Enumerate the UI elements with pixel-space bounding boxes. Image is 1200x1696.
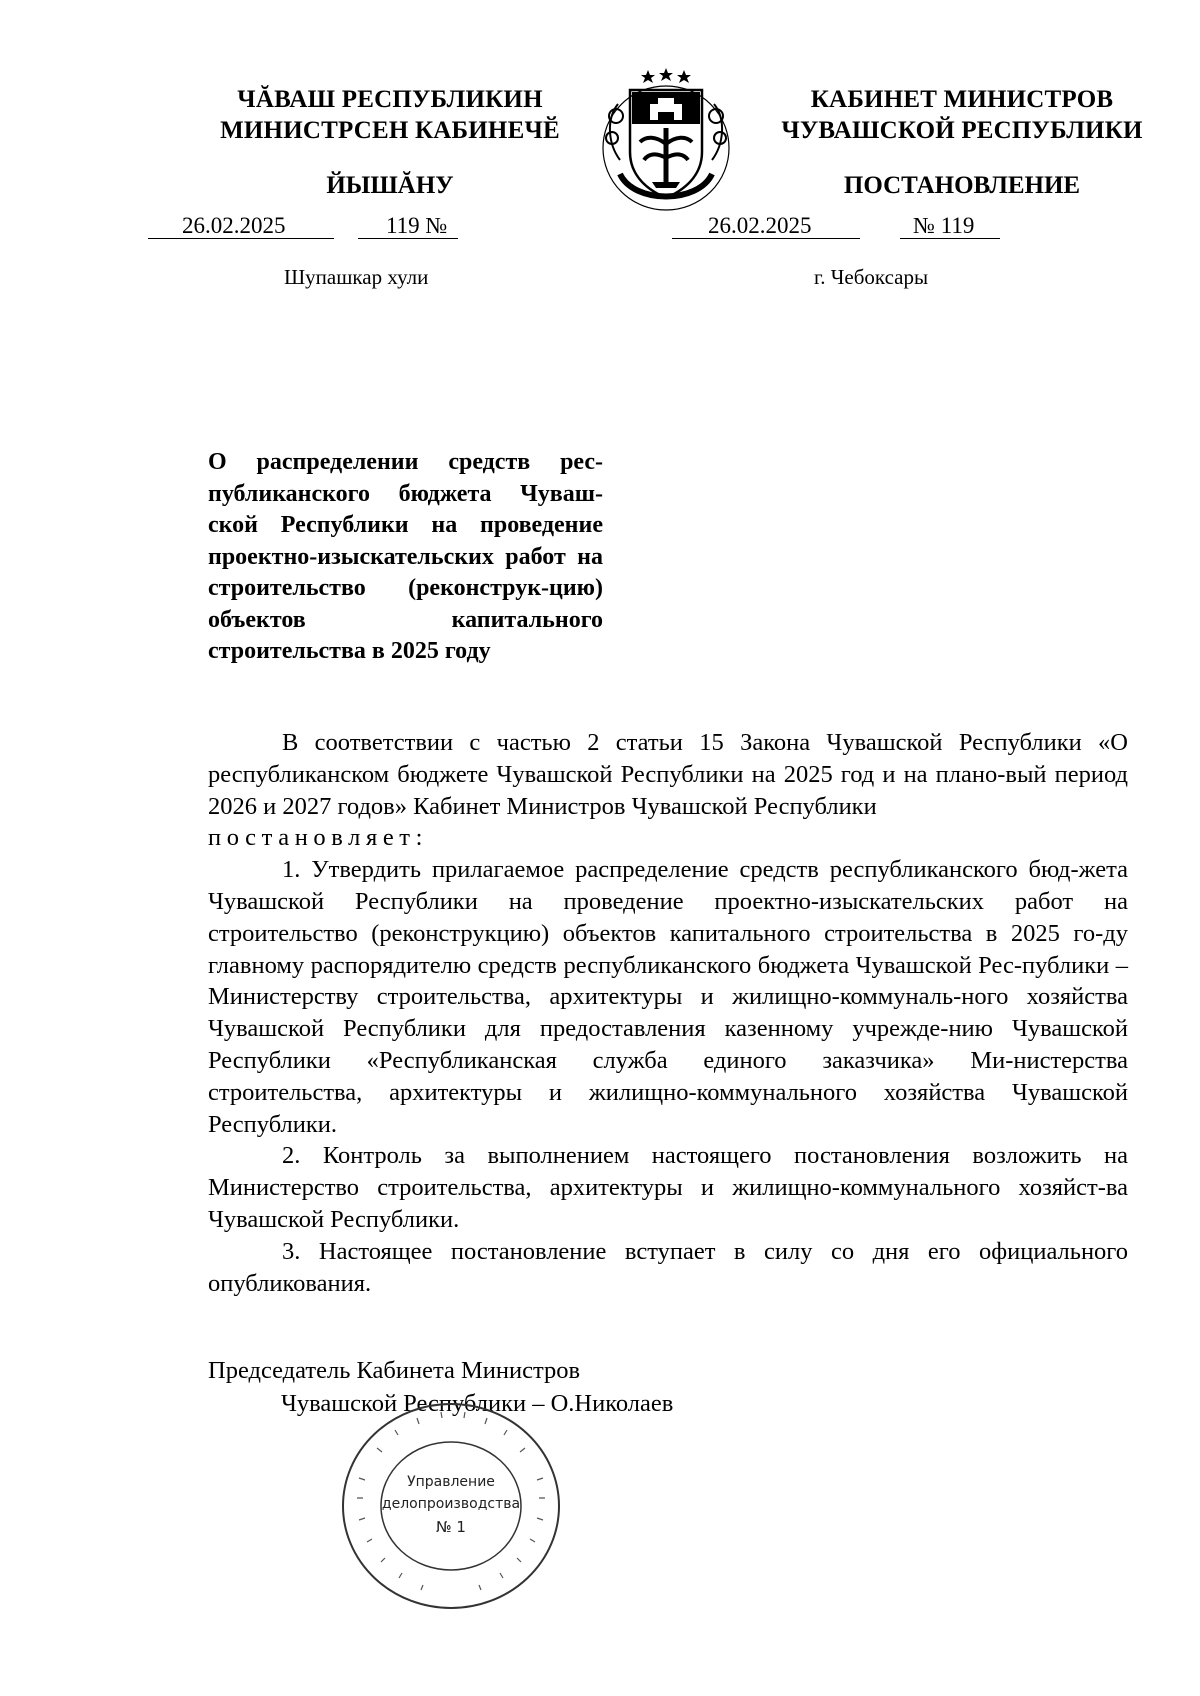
right-number: № 119 [913, 213, 975, 238]
body-resolves: постановляет: [208, 824, 429, 852]
place-russian: г. Чебоксары [814, 265, 929, 289]
header-left-line1: ЧĂВАШ РЕСПУБЛИКИН [237, 86, 543, 113]
official-stamp [337, 1398, 565, 1614]
header-left [180, 84, 600, 146]
header-right-line2: ЧУВАШСКОЙ РЕСПУБЛИКИ [781, 117, 1143, 144]
header-left-line2: МИНИСТРСЕН КАБИНЕЧӖ [220, 117, 560, 144]
signature-position: Председатель Кабинета Министров [208, 1357, 581, 1384]
left-date: 26.02.2025 [182, 213, 286, 238]
stamp-line2: делопроизводства [381, 1496, 521, 1512]
body-item-2: 2. Контроль за выполнением настоящего постановления возложить на Министерство строительства, архитектуры и жилищно-коммунального хозяйст-ва Чувашской Республики. [208, 1142, 1128, 1233]
document-type-russian: ПОСТАНОВЛЕНИЕ [843, 172, 1081, 199]
emblem-icon [600, 64, 732, 214]
left-number: 119 № [386, 213, 448, 238]
body-intro: В соответствии с частью 2 статьи 15 Закона Чувашской Республики «О республиканском бюджете Чувашской Республики на 2025 год и на плано-вый период 2026 и 2027 годов» Кабинет Министров Чувашской Республики [208, 729, 1128, 820]
body-item-3: 3. Настоящее постановление вступает в силу со дня его официального опубликования. [208, 1237, 1128, 1297]
document-type-chuvash: ЙЫШĂНУ [326, 172, 454, 199]
stamp-line3: № 1 [436, 1518, 466, 1536]
header-right-line1: КАБИНЕТ МИНИСТРОВ [810, 86, 1114, 113]
stamp-line1: Управление [407, 1474, 495, 1490]
signature-name: Чувашской Республики – О.Николаев [281, 1390, 674, 1417]
header-right [742, 84, 1182, 146]
place-chuvash: Шупашкар хули [284, 265, 429, 289]
document-body [208, 727, 1128, 1299]
right-date: 26.02.2025 [708, 213, 812, 238]
body-item-1: 1. Утвердить прилагаемое распределение средств республиканского бюд-жета Чувашской Республики на проведение проектно-изыскательских работ на строительство (реконструкцию) объектов капитального строительства в 2025 го-ду главному распорядителю средств республиканского бюджета Чувашской Рес-публики – Министерству строительства, архитектуры и жилищно-коммуналь-ного хозяйства Чувашской Республики для предоставления казенному учрежде-нию Чувашской Республики «Республиканская служба единого заказчика» Ми-нистерства строительства, архитектуры и жилищно-коммунального хозяйства Чувашской Республики. [208, 856, 1128, 1138]
document-title: О распределении средств рес-публиканского бюджета Чуваш-ской Республики на проведение проектно-изыскательских работ на строительство (реконструк-цию) объектов капитального строительства в 2025 году [208, 449, 603, 664]
